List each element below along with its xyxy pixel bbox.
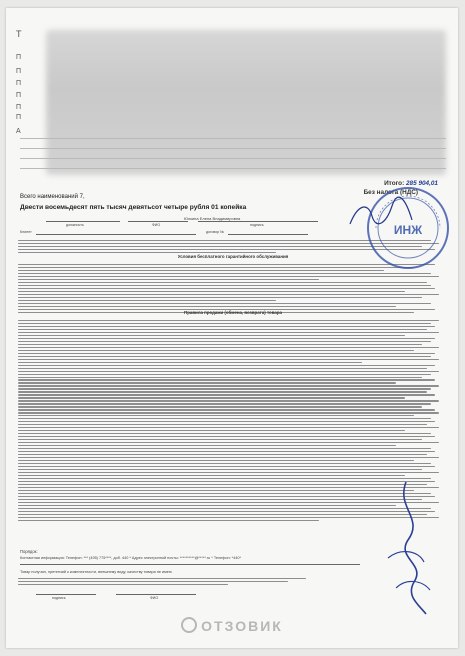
vsego-label: Всего наименований 7, (20, 194, 85, 200)
return-title: Правила продажи (обмена, возврата) товара (184, 310, 282, 315)
footer-fio-label: ФИО (150, 596, 159, 600)
document-page (6, 8, 458, 648)
client-label: Клиент (20, 230, 32, 234)
position-label: должность (66, 223, 84, 227)
header-marker-2: П (16, 54, 22, 61)
table-line (20, 168, 446, 169)
signature-scribble-top-icon (346, 194, 416, 234)
table-line (20, 138, 446, 139)
footer-sign-line-1 (36, 594, 96, 595)
header-marker-7: П (16, 114, 22, 121)
position-line (46, 221, 120, 222)
signer-name: Юлкина Елена Владимировна (184, 216, 241, 221)
signature-line (198, 221, 318, 222)
itogo-label: Итого: (384, 180, 405, 187)
itogo-value: 285 904,01 (406, 180, 438, 187)
header-marker-6: П (16, 104, 22, 111)
porjadok-label: Порядок: (20, 549, 38, 554)
handwritten-signature-icon (366, 478, 446, 618)
watermark-text: ОТЗОВИК (201, 618, 283, 634)
return-section (18, 310, 448, 315)
header-marker-3: П (16, 68, 22, 75)
header-marker-4: П (16, 80, 22, 87)
contacts-line (20, 564, 360, 565)
stamp-text: ИНЖ (393, 223, 423, 237)
contacts-text: Контактная информация: Телефон: *** (495) 775****, доб. 440 * Адрес электронной почты: **********@*****.ru * Телефон: *440* (20, 556, 241, 560)
header-marker-1: T (16, 29, 22, 39)
header-marker-8: А (16, 128, 21, 135)
footer-paragraph (18, 576, 318, 587)
fio-label: ФИО (152, 223, 161, 227)
podpis-label: подпись (250, 223, 264, 227)
received-text: Товар получил, претензий к комплектности, внешнему виду, качеству товара не имею (20, 570, 172, 574)
nds-label: Без налога (НДС) (363, 189, 418, 196)
fio-line (128, 221, 188, 222)
footer-podpis-label: подпись (52, 596, 66, 600)
table-line (20, 158, 446, 159)
otzovik-watermark (6, 617, 458, 634)
warranty-title: Условия бесплатного гарантийного обслуживания (177, 254, 289, 259)
blurred-region (46, 30, 446, 175)
amount-in-words: Двести восемьдесят пять тысяч девятьсот четыре рубля 01 копейка (20, 204, 247, 211)
client-line (36, 234, 196, 235)
dogovor-label: договор № (206, 230, 225, 234)
header-marker-5: П (16, 92, 22, 99)
dogovor-line (228, 234, 308, 235)
table-line (20, 148, 446, 149)
otzovik-logo-icon (181, 617, 197, 633)
footer-sign-line-2 (116, 594, 196, 595)
